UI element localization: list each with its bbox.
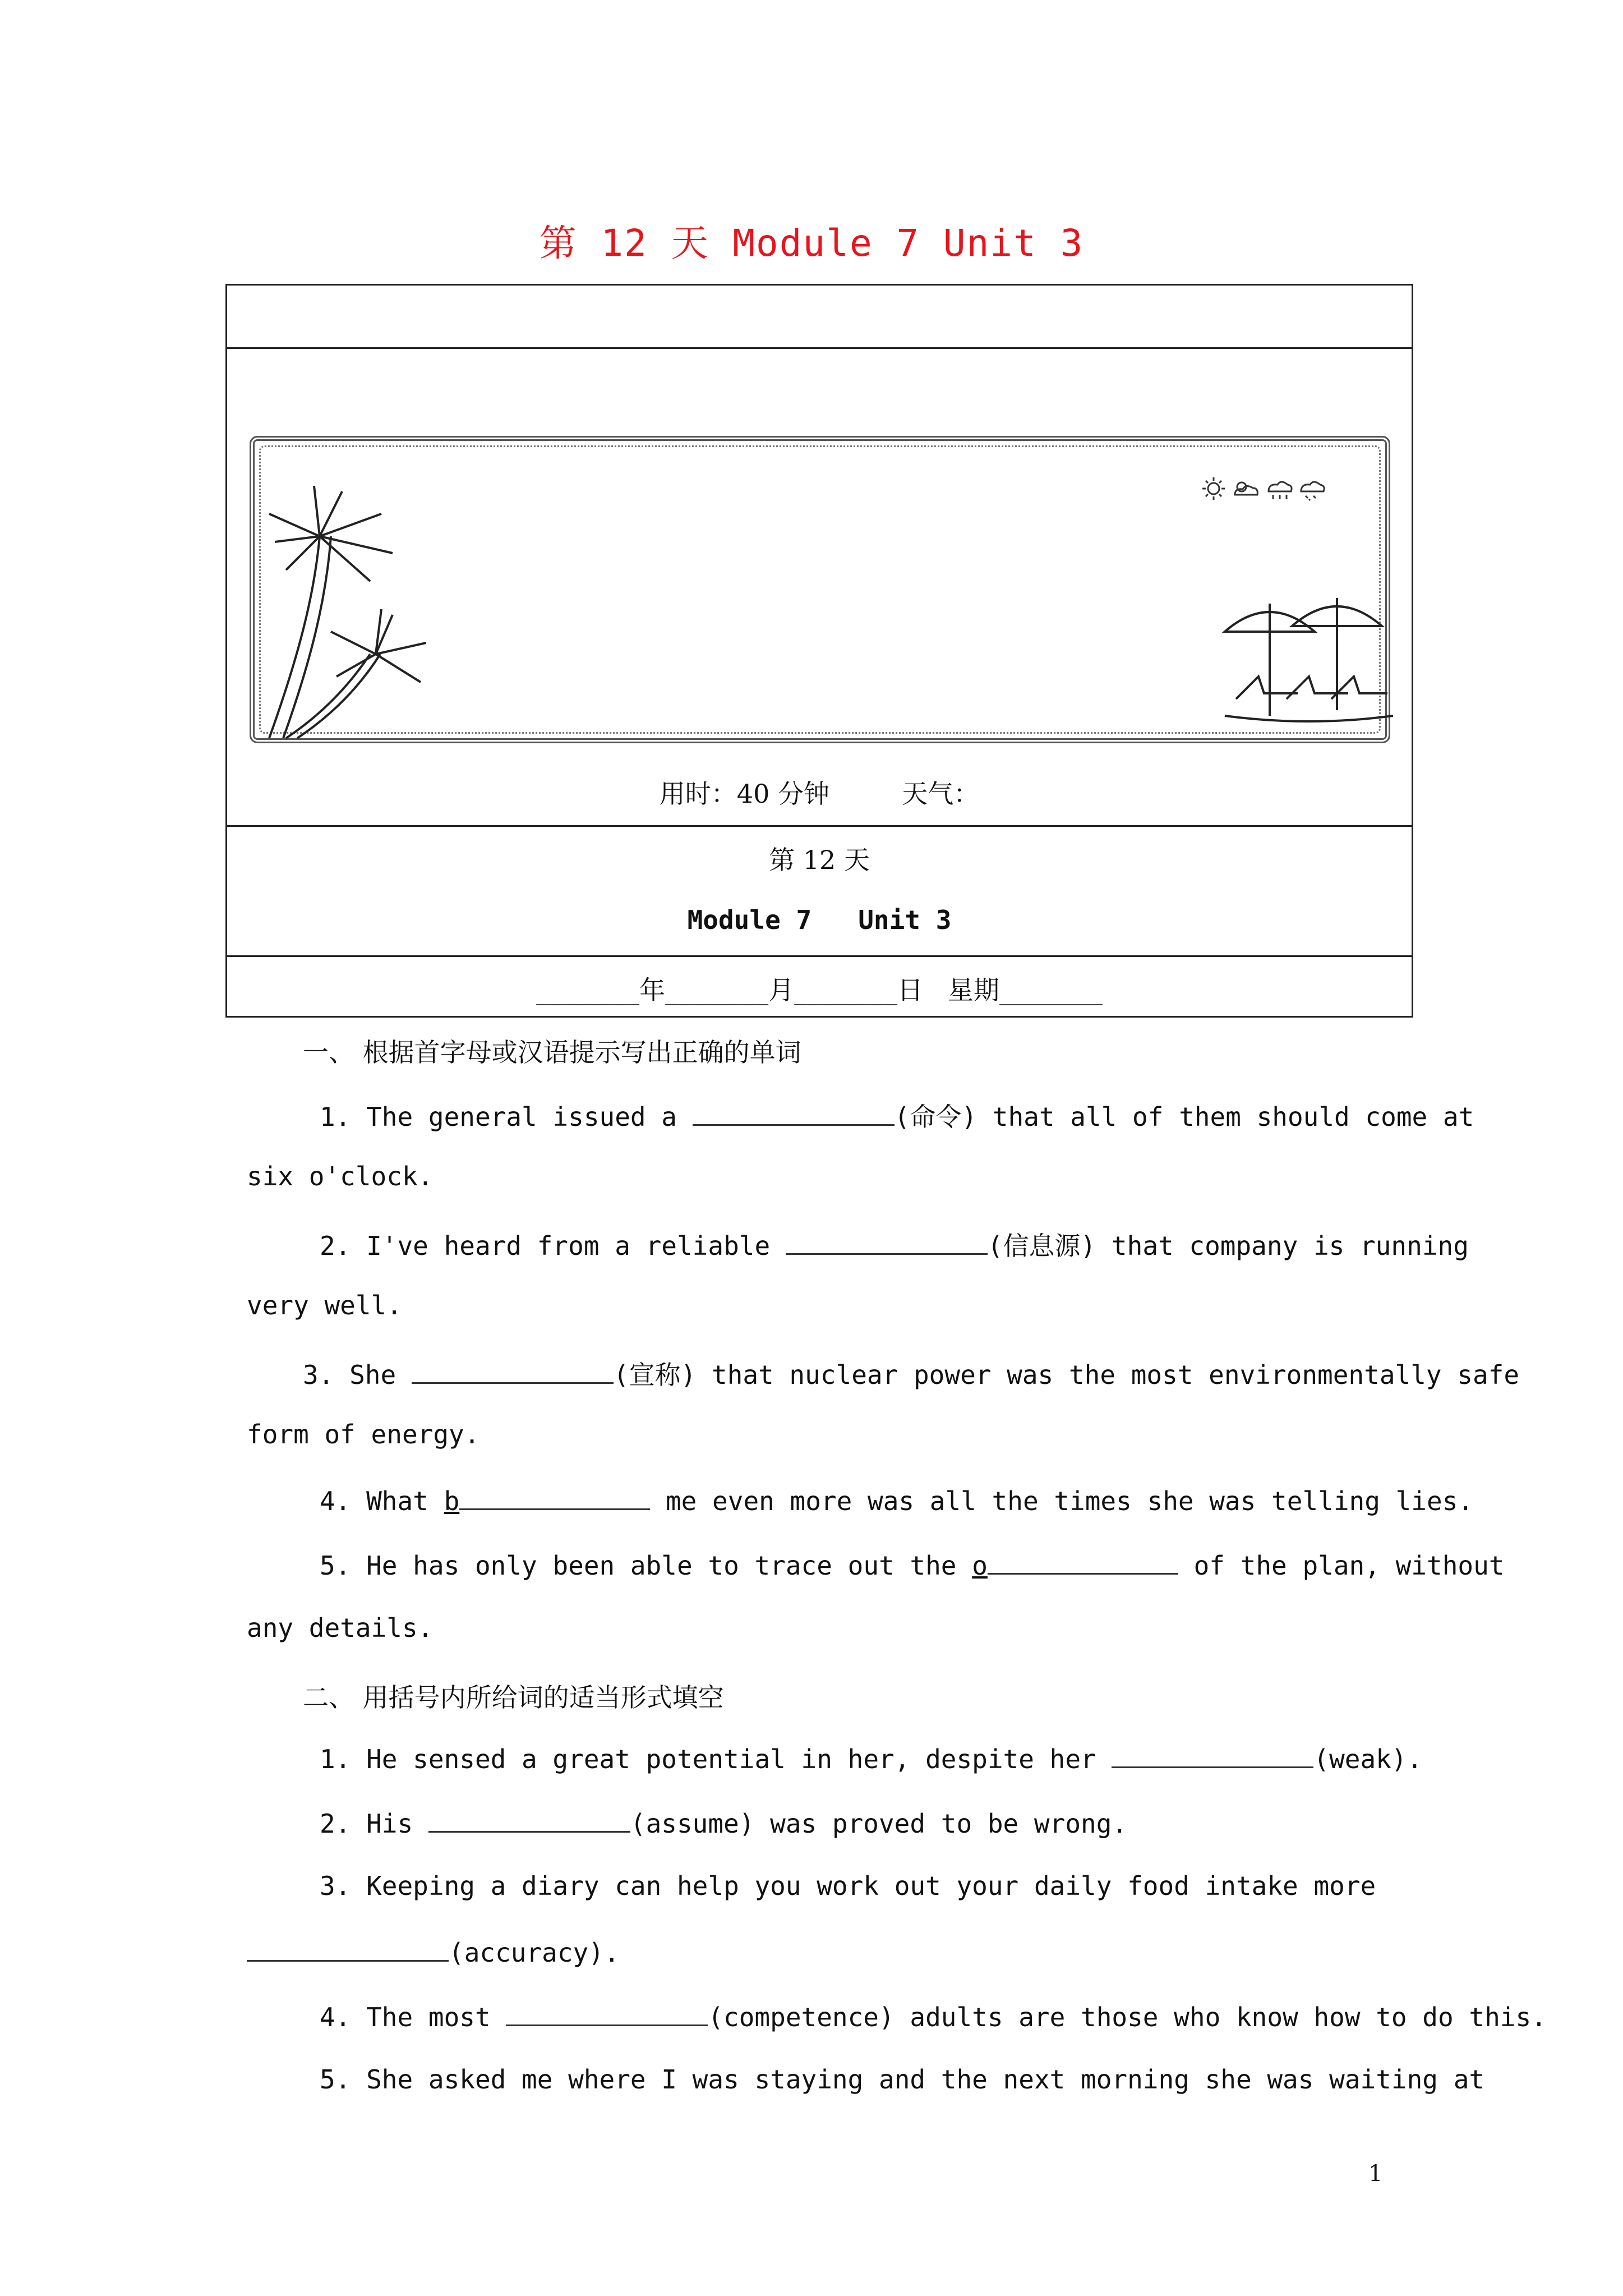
answer-blank[interactable] — [786, 1228, 988, 1255]
page-number: 1 — [1368, 2161, 1383, 2187]
list-item-continuation: form of energy. — [247, 1419, 480, 1450]
list-item-continuation: very well. — [247, 1290, 402, 1320]
answer-blank[interactable] — [506, 2000, 708, 2026]
time-weather-line — [227, 774, 1412, 811]
list-item-continuation: any details. — [247, 1613, 434, 1643]
list-item: 1. He sensed a great potential in her, despite her (weak). — [320, 1742, 1422, 1774]
list-item: 5. She asked me where I was staying and the next morning she was waiting at — [320, 2064, 1485, 2095]
list-item: 5. He has only been able to trace out the o of the plan, without — [320, 1548, 1504, 1581]
weather-icons — [1202, 475, 1331, 503]
divider — [227, 955, 1412, 957]
section1-heading: 一、 根据首字母或汉语提示写出正确的单词 — [303, 1037, 801, 1068]
month-blank[interactable]: ________ — [665, 975, 769, 1005]
time-label: 用时：40 分钟 — [659, 779, 829, 809]
day-label: 第 12 天 — [769, 845, 870, 875]
list-item-continuation: six o'clock. — [247, 1161, 434, 1191]
list-item-continuation: (accuracy). — [247, 1935, 620, 1968]
answer-blank[interactable] — [412, 1358, 614, 1384]
header-box — [225, 284, 1413, 1018]
list-item: 2. I've heard from a reliable (信息源) that company is running — [320, 1226, 1469, 1263]
list-item: 4. What b me even more was all the times she was telling lies. — [320, 1484, 1473, 1516]
year-label: 年 — [639, 975, 666, 1005]
answer-blank[interactable] — [459, 1484, 650, 1510]
list-item: 1. The general issued a (命令) that all of them should come at — [320, 1097, 1474, 1134]
answer-blank[interactable] — [428, 1806, 630, 1833]
year-blank[interactable]: ________ — [536, 975, 640, 1005]
answer-blank[interactable] — [988, 1548, 1178, 1575]
answer-blank[interactable] — [247, 1935, 449, 1962]
month-label: 月 — [768, 975, 795, 1005]
list-item: 3. Keeping a diary can help you work out your daily food intake more — [320, 1871, 1376, 1901]
list-item: 4. The most (competence) adults are those who know how to do this. — [320, 2000, 1547, 2032]
answer-blank[interactable] — [693, 1099, 895, 1126]
beach-umbrella-icon — [1219, 587, 1399, 738]
module-label: Module 7 Unit 3 — [687, 905, 952, 935]
answer-blank[interactable] — [1112, 1742, 1313, 1768]
date-line — [227, 970, 1412, 1007]
section2-heading: 二、 用括号内所给词的适当形式填空 — [303, 1682, 724, 1713]
list-item: 3. She (宣称) that nuclear power was the most environmentally safe — [303, 1355, 1519, 1392]
day-blank[interactable]: ________ — [794, 975, 898, 1005]
page-title: 第 12 天 Module 7 Unit 3 — [539, 222, 1084, 265]
weekday-blank[interactable]: ________ — [999, 975, 1103, 1005]
divider — [227, 825, 1412, 827]
palm-tree-icon — [258, 475, 426, 744]
divider — [227, 347, 1412, 349]
list-item: 2. His (assume) was proved to be wrong. — [320, 1806, 1127, 1839]
weekday-label: 星期 — [947, 975, 999, 1005]
weather-label: 天气： — [902, 779, 980, 809]
day-label-date: 日 — [897, 975, 924, 1005]
decorative-frame — [250, 436, 1390, 743]
